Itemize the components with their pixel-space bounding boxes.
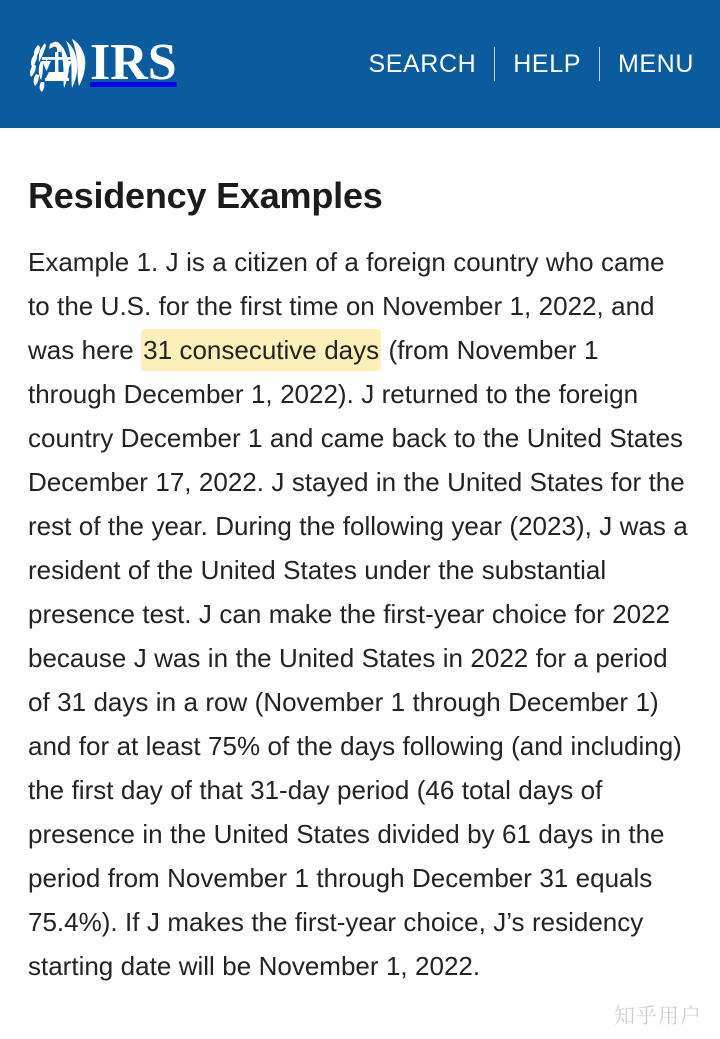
nav-menu[interactable]: MENU: [617, 50, 694, 78]
highlighted-phrase: 31 consecutive days: [141, 329, 381, 371]
header-nav: [368, 47, 694, 81]
paragraph-text-after-highlight: (from November 1 through December 1, 2022). J returned to the foreign country December 1 and came back to the United States December 17, 2022. J stayed in the United States for the rest of the year. During the following year (2023), J was a resident of the United States under the substantial presence test. J can make the first-year choice for 2022 because J was in the United States in 2022 for a period of 31 days in a row (November 1 through December 1) and for at least 75% of the days following (and including) the first day of that 31-day period (46 total days of presence in the United States divided by 61 days in the period from November 1 through December 31 equals 75.4%). If J makes the first-year choice, J’s residency starting date will be November 1, 2022.: [28, 335, 688, 981]
irs-wordmark: IRS: [90, 33, 177, 91]
paragraph-text-before-highlight: Example 1. J is a citizen of a foreign country who came to the U.S. for the first time on November 1, 2022, and was here: [28, 247, 665, 365]
main-content: [0, 128, 720, 988]
example-paragraph: [28, 218, 692, 988]
site-header: [0, 0, 720, 128]
nav-help[interactable]: HELP: [513, 50, 581, 78]
nav-search[interactable]: SEARCH: [368, 50, 477, 78]
irs-eagle-scales-emblem: [28, 33, 94, 95]
page-title: Residency Examples: [28, 175, 383, 216]
irs-logo-link[interactable]: [28, 29, 177, 99]
zhihu-watermark: 知乎用户: [614, 1005, 702, 1028]
